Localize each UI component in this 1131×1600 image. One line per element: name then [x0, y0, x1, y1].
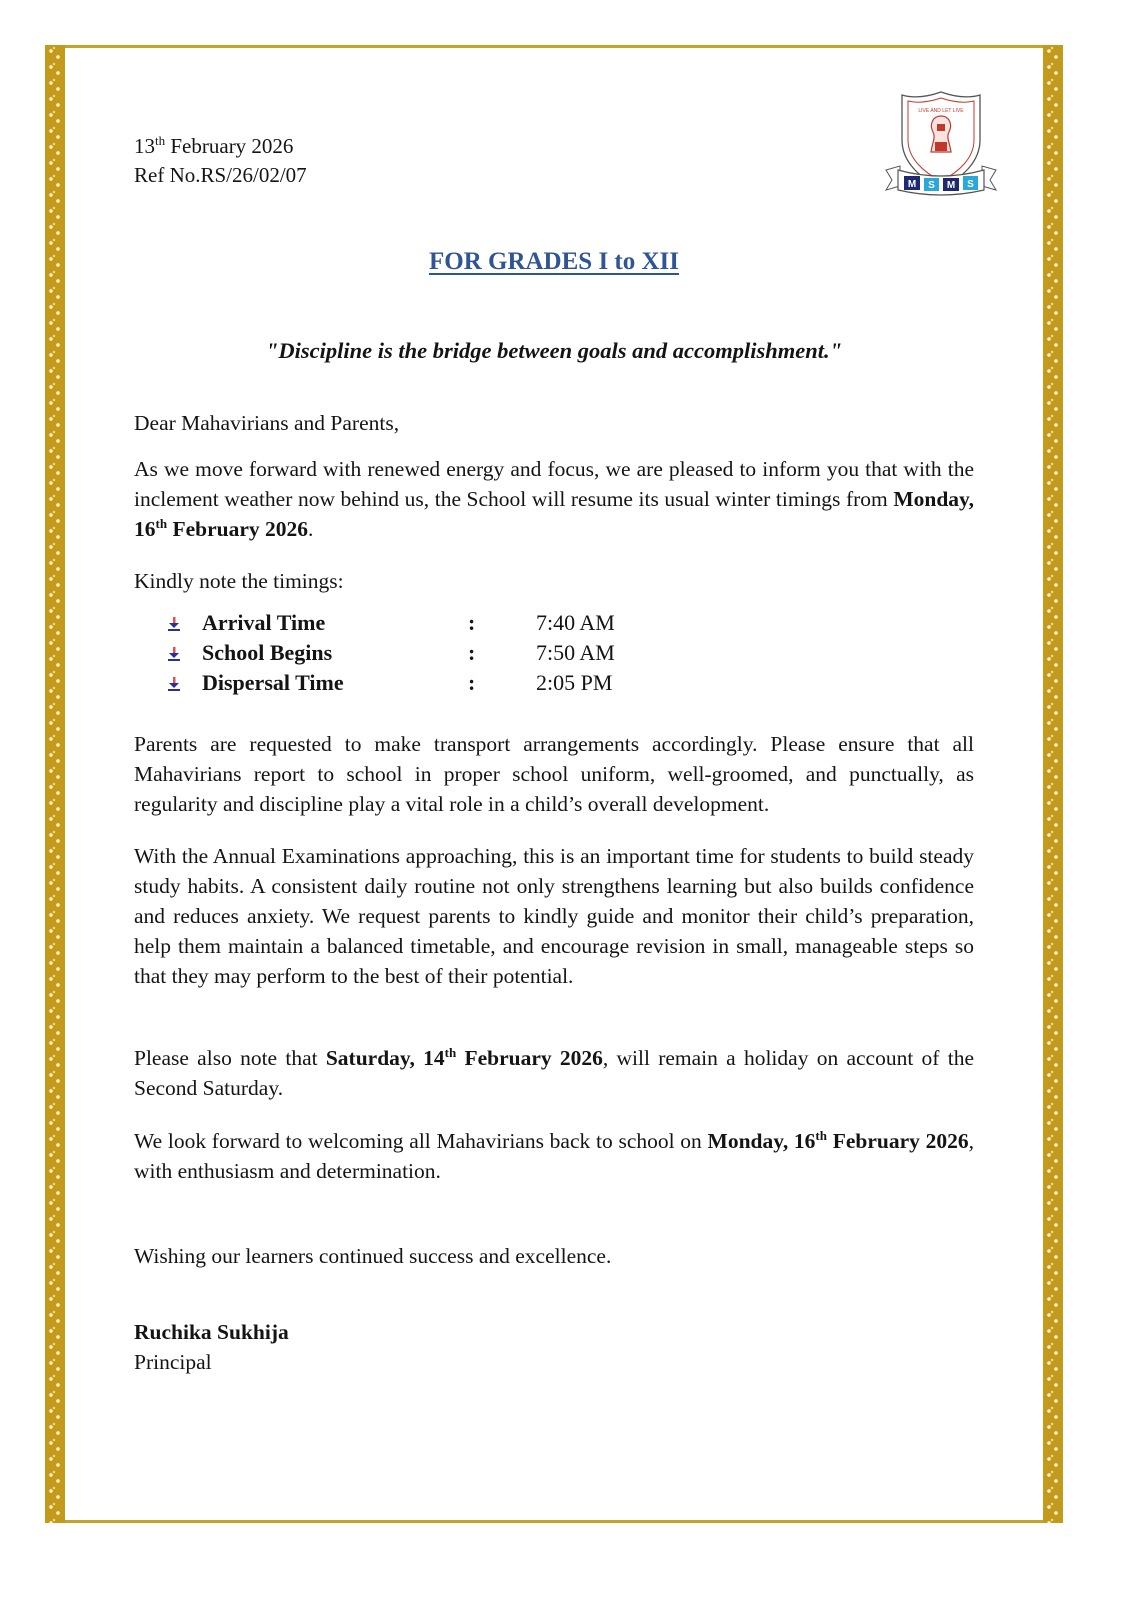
svg-text:M: M [946, 180, 956, 191]
arrow-down-bullet-icon [166, 616, 182, 632]
paragraph-holiday: Please also note that Saturday, 14th February 2026, will remain a holiday on account of the Second Saturday. [134, 1044, 974, 1100]
timing-row-dispersal: Dispersal Time : 2:05 PM [166, 668, 766, 698]
svg-text:M: M [907, 179, 917, 190]
border-top-line [45, 45, 1063, 48]
closing-line: Wishing our learners continued success and excellence. [134, 1244, 612, 1268]
paragraph-resume-timings: As we move forward with renewed energy and focus, we are pleased to inform you that with the inclement weather now behind us, the School will resume its usual winter timings from Monday, 16th February 2026. [134, 457, 974, 541]
school-crest-logo [880, 86, 1002, 204]
holiday-date: Saturday, 14th February 2026 [325, 1044, 603, 1070]
paragraph-transport: Parents are requested to make transport arrangements accordingly. Please ensure that all Mahavirians report to school in proper school uniform, well-groomed, and punctually, as regularity and discipline play a vital role in a child’s overall development. [134, 732, 974, 816]
notice-title: FOR GRADES I to XII [428, 248, 680, 275]
salutation: Dear Mahavirians and Parents, [134, 411, 400, 435]
letter-header [134, 132, 307, 190]
border-bottom-line [45, 1520, 1063, 1523]
welcome-date: Monday, 16th February 2026 [707, 1127, 969, 1153]
motivational-quote: "Discipline is the bridge between goals and accomplishment." [265, 338, 843, 363]
paragraph-examinations: With the Annual Examinations approaching, this is an important time for students to build steady study habits. A consistent daily routine not only strengthens learning but also builds confidence and reduces anxiety. We request parents to kindly guide and monitor their child’s preparation, help them maintain a balanced timetable, and encourage revision in small, manageable steps so that they may perform to the best of their potential. [134, 844, 974, 988]
signatory-name: Ruchika Sukhija [134, 1320, 289, 1344]
resume-date: Monday, 16th February 2026 [134, 487, 974, 541]
signatory-designation: Principal [134, 1350, 212, 1374]
svg-text:S: S [967, 179, 974, 190]
arrow-down-bullet-icon [166, 646, 182, 662]
svg-text:LIVE AND LET LIVE: LIVE AND LET LIVE [918, 108, 964, 114]
timing-row-school-begins: School Begins : 7:50 AM [166, 638, 766, 668]
arrow-down-bullet-icon [166, 676, 182, 692]
letter-date: 13th February 2026 [134, 133, 294, 158]
timings-intro: Kindly note the timings: [134, 569, 344, 593]
timing-row-arrival: Arrival Time : 7:40 AM [166, 608, 766, 638]
paragraph-welcome: We look forward to welcoming all Mahavirians back to school on Monday, 16th February 2026, with enthusiasm and determination. [134, 1127, 974, 1183]
svg-text:S: S [928, 180, 935, 191]
reference-number: Ref No.RS/26/02/07 [134, 163, 307, 187]
